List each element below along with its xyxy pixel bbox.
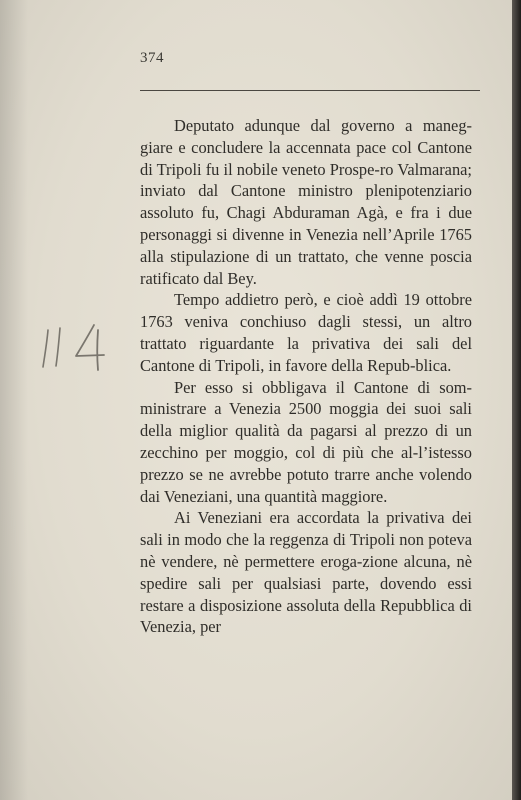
binding-shadow (0, 0, 28, 800)
header-rule (140, 90, 480, 91)
page-edge-shadow (512, 0, 521, 800)
page-number: 374 (140, 50, 164, 66)
paragraph: Ai Veneziani era accordata la privativa dei sali in modo che la reggenza di Tripoli non poteva nè vendere, nè permettere eroga-zione alcuna, nè spedire sali per qualsiasi parte, dovendo essi restare a disposizione assoluta della Repubblica di Venezia, per (140, 508, 472, 637)
handwritten-pencil-mark-icon (40, 322, 110, 372)
paragraph: Per esso si obbligava il Cantone di som-ministrare a Venezia 2500 moggia dei suoi sali della miglior qualità da pagarsi al prezzo di un zecchino per moggio, col di più che al-l’istesso prezzo se ne avrebbe potuto trarre anche volendo dai Veneziani, una quantità maggiore. (140, 377, 472, 506)
paragraph: Tempo addietro però, e cioè addì 19 ottobre 1763 veniva conchiuso dagli stessi, un altro trattato riguardante la privativa dei sali del Cantone di Tripoli, in favore della Repub-blica. (140, 290, 472, 375)
paragraph: Deputato adunque dal governo a maneg-giare e concludere la accennata pace col Cantone di Tripoli fu il nobile veneto Prospe-ro Valmarana; inviato dal Cantone ministro plenipotenziario assoluto fu, Chagi Abduraman Agà, e fra i due personaggi si divenne in Venezia nell’Aprile 1765 alla stipulazione di un trattato, che venne poscia ratificato dal Bey. (140, 116, 472, 288)
body-text (140, 115, 472, 638)
